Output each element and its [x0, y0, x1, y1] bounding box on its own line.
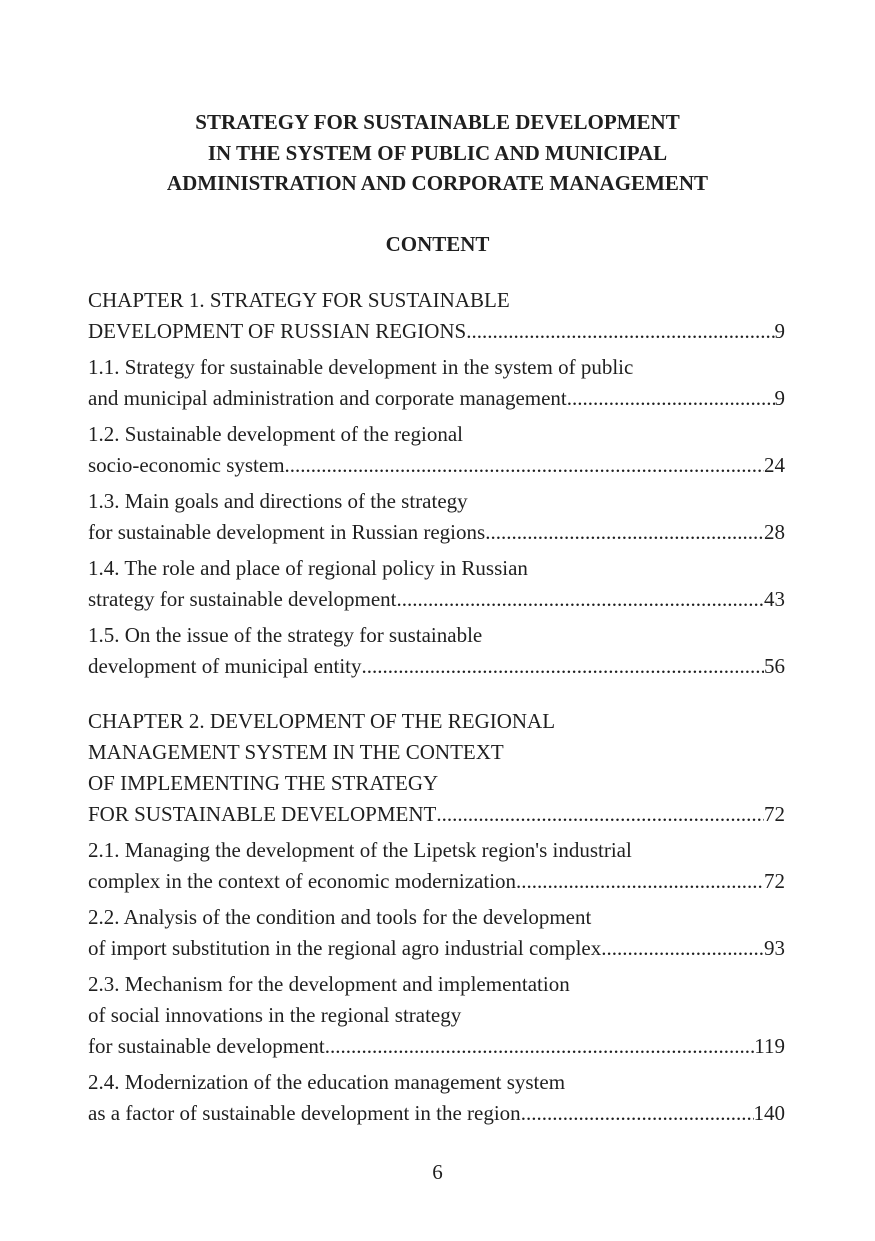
- toc-section-title-line: 1.2. Sustainable development of the regional: [88, 422, 463, 446]
- toc-section-1-4[interactable]: [88, 553, 785, 615]
- toc-chapter-title-line: CHAPTER 1. STRATEGY FOR SUSTAINABLE: [88, 288, 510, 312]
- toc-section-title-line: 1.3. Main goals and directions of the strategy: [88, 489, 468, 513]
- dot-leader: [397, 584, 765, 615]
- toc-section-1-1[interactable]: [88, 352, 785, 414]
- toc-chapter-2[interactable]: [88, 706, 785, 830]
- toc-section-title-line: as a factor of sustainable development in the region: [88, 1101, 521, 1125]
- content-heading: CONTENT: [385, 232, 490, 256]
- toc-page-number: 28: [764, 520, 785, 544]
- toc-section-title-line: of social innovations in the regional strategy: [88, 1003, 462, 1027]
- toc-page-number: 93: [764, 936, 785, 960]
- toc-chapter-1[interactable]: [88, 285, 785, 347]
- toc-page-number: 9: [774, 319, 785, 343]
- toc-section-title-line: for sustainable development in Russian regions: [88, 520, 486, 544]
- toc-section-1-3[interactable]: [88, 486, 785, 548]
- toc-section-2-1[interactable]: [88, 835, 785, 897]
- toc-section-title-line: and municipal administration and corporate management: [88, 386, 567, 410]
- dot-leader: [285, 450, 764, 481]
- toc-page-number: 56: [764, 654, 785, 678]
- toc-section-title-line: 2.1. Managing the development of the Lipetsk region's industrial: [88, 838, 632, 862]
- dot-leader: [567, 383, 775, 414]
- toc-section-title-line: development of municipal entity: [88, 654, 362, 678]
- toc-chapter-title-line: CHAPTER 2. DEVELOPMENT OF THE REGIONAL: [88, 709, 556, 733]
- dot-leader: [362, 651, 764, 682]
- table-of-contents: [88, 285, 785, 1134]
- toc-chapter-title-line: DEVELOPMENT OF RUSSIAN REGIONS: [88, 319, 467, 343]
- toc-section-title-line: strategy for sustainable development: [88, 587, 397, 611]
- dot-leader: [466, 316, 774, 347]
- toc-section-2-4[interactable]: [88, 1067, 785, 1129]
- toc-section-1-5[interactable]: [88, 620, 785, 682]
- toc-section-title-line: complex in the context of economic modernization: [88, 869, 517, 893]
- book-title-line-1: STRATEGY FOR SUSTAINABLE DEVELOPMENT: [195, 110, 680, 134]
- toc-page-number: 9: [774, 386, 785, 410]
- toc-chapter-title-line: OF IMPLEMENTING THE STRATEGY: [88, 771, 439, 795]
- toc-page-number: 43: [764, 587, 785, 611]
- toc-section-title-line: socio-economic system: [88, 453, 285, 477]
- dot-leader: [601, 933, 764, 964]
- toc-section-title-line: for sustainable development: [88, 1034, 325, 1058]
- toc-page-number: 119: [754, 1034, 785, 1058]
- toc-section-2-3[interactable]: [88, 969, 785, 1062]
- toc-section-title-line: 2.2. Analysis of the condition and tools for the development: [88, 905, 592, 929]
- toc-page-number: 140: [753, 1101, 785, 1125]
- toc-section-title-line: 2.3. Mechanism for the development and implementation: [88, 972, 570, 996]
- toc-section-title-line: 1.4. The role and place of regional policy in Russian: [88, 556, 528, 580]
- book-title: [0, 107, 875, 199]
- toc-page-number: 24: [764, 453, 785, 477]
- toc-section-title-line: 1.1. Strategy for sustainable development in the system of public: [88, 355, 634, 379]
- dot-leader: [485, 517, 764, 548]
- toc-page-number: 72: [764, 869, 785, 893]
- toc-section-title-line: of import substitution in the regional agro industrial complex: [88, 936, 602, 960]
- book-title-line-3: ADMINISTRATION AND CORPORATE MANAGEMENT: [166, 171, 709, 195]
- toc-section-title-line: 1.5. On the issue of the strategy for sustainable: [88, 623, 483, 647]
- toc-section-2-2[interactable]: [88, 902, 785, 964]
- dot-leader: [521, 1098, 754, 1129]
- dot-leader: [516, 866, 764, 897]
- dot-leader: [436, 799, 764, 830]
- dot-leader: [325, 1031, 755, 1062]
- toc-chapter-title-line: MANAGEMENT SYSTEM IN THE CONTEXT: [88, 740, 504, 764]
- toc-section-1-2[interactable]: [88, 419, 785, 481]
- toc-section-title-line: 2.4. Modernization of the education management system: [88, 1070, 566, 1094]
- toc-page-number: 72: [764, 802, 785, 826]
- toc-chapter-title-line: FOR SUSTAINABLE DEVELOPMENT: [88, 802, 437, 826]
- book-title-line-2: IN THE SYSTEM OF PUBLIC AND MUNICIPAL: [207, 140, 668, 165]
- page-number: 6: [432, 1160, 443, 1184]
